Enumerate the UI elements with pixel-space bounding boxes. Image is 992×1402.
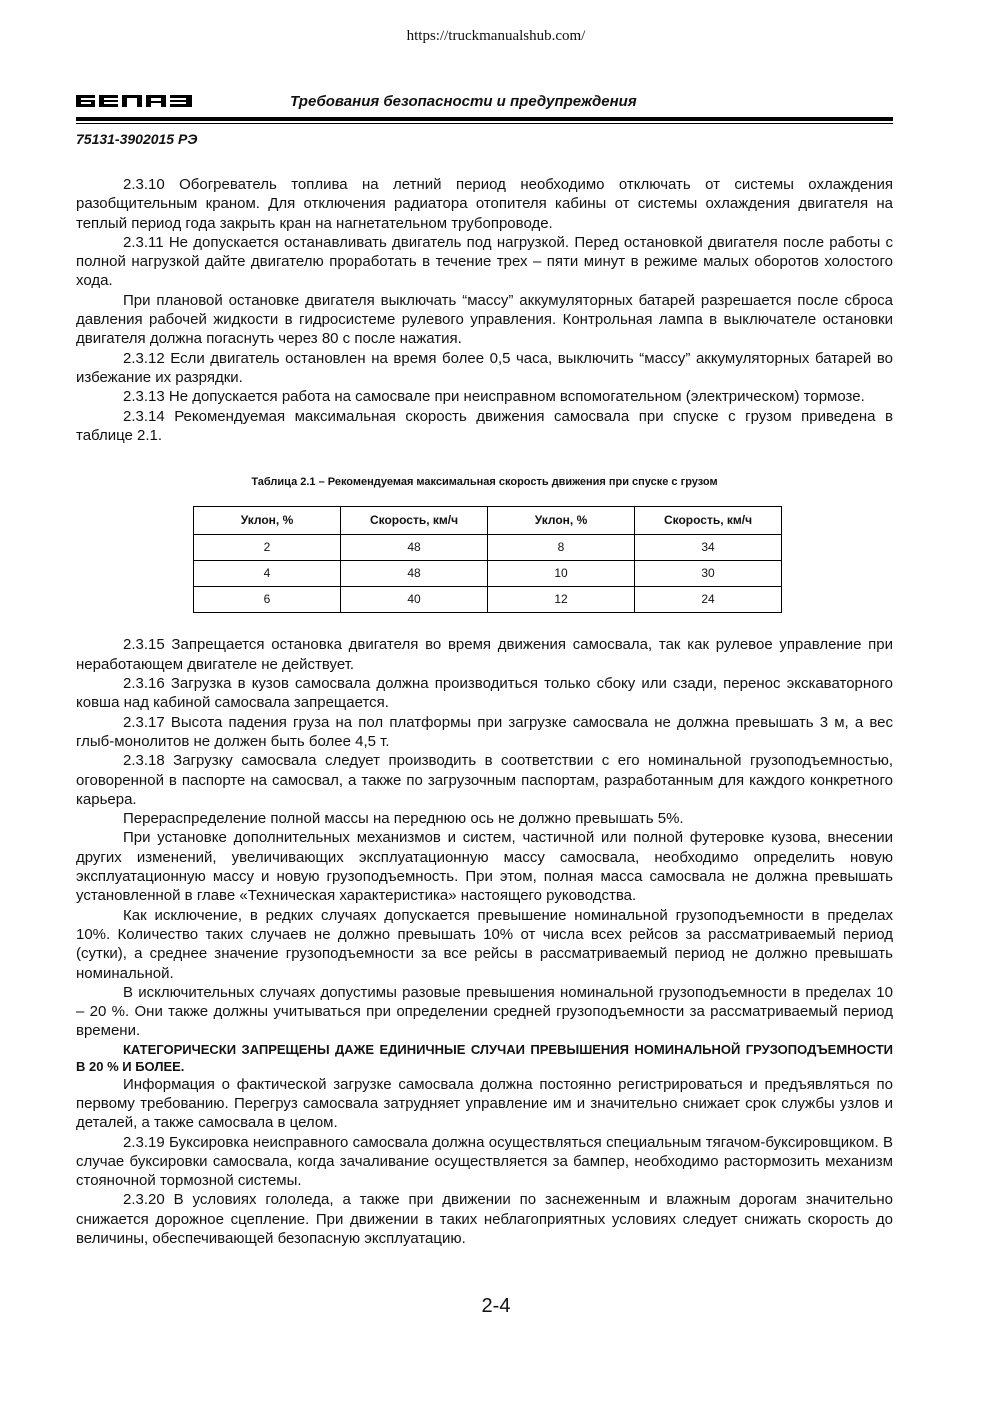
paragraph-engine-shutdown: При плановой остановке двигателя выключать “массу” аккумуляторных батарей разрешается после сброса давления рабочей жидкости в гидросистеме рулевого управления. Контрольная лампа в выключателе остановки двигателя должна погаснуть через 80 с после нажатия. xyxy=(76,291,893,348)
header-title: Требования безопасности и предупреждения xyxy=(290,93,637,110)
table-cell: 12 xyxy=(488,587,635,613)
paragraph-2-3-13: 2.3.13 Не допускается работа на самосвале при неисправном вспомогательном (электрическом) тормозе. xyxy=(123,388,865,406)
paragraph-load-info: Информация о фактической загрузке самосвала должна постоянно регистрироваться и предъявляться по первому требованию. Перегруз самосвала затрудняет управление им и значительно снижает срок службы узлов и деталей, а также самосвала в целом. xyxy=(76,1075,893,1132)
paragraph-2-3-19: 2.3.19 Буксировка неисправного самосвала должна осуществляться специальным тягачом-буксировщиком. В случае буксировки самосвала, когда зачаливание осуществляется за бампер, необходимо растормозить механизм стояночной тормозной системы. xyxy=(76,1133,893,1190)
paragraph-additional-mechanisms: При установке дополнительных механизмов и систем, частичной или полной футеровке кузова, внесении других изменений, увеличивающих эксплуатационную массу самосвала, необходимо определить новую эксплуатационную массу и новую грузоподъемность. При этом, полная масса самосвала не должна превышать установленной в главе «Техническая характеристика» настоящего руководства. xyxy=(76,829,893,905)
header-slope-2: Уклон, % xyxy=(488,507,635,535)
table-cell: 40 xyxy=(341,587,488,613)
table-cell: 48 xyxy=(341,535,488,561)
table-cell: 8 xyxy=(488,535,635,561)
header-rule-thin xyxy=(76,123,893,124)
header-rule-thick xyxy=(76,117,893,121)
paragraph-exception: Как исключение, в редких случаях допускается превышение номинальной грузоподъемности в пределах 10%. Количество таких случаев не должно превышать 10% от числа всех рейсов за рассматриваемый период (сутки), а среднее значение грузоподъемности за все рейсы в рассматриваемый период не должно превышать номинальной. xyxy=(76,906,893,982)
speed-table xyxy=(193,506,782,613)
paragraph-2-3-17: 2.3.17 Высота падения груза на пол платформы при загрузке самосвала не должна превышать 3 м, а вес глыб-монолитов не должен быть более 4,5 т. xyxy=(76,713,893,750)
document-body xyxy=(76,175,893,1248)
paragraph-2-3-11: 2.3.11 Не допускается останавливать двигатель под нагрузкой. Перед остановкой двигателя после работы с полной нагрузкой дайте двигателю проработать в течение трех – пяти минут в режиме малых оборотов холостого хода. xyxy=(76,233,893,290)
table-cell: 24 xyxy=(635,587,782,613)
paragraph-2-3-18: 2.3.18 Загрузку самосвала следует производить в соответствии с его номинальной грузоподъемностью, оговоренной в паспорте на самосвал, а также по загрузочным паспортам, разработанным для каждого конкретного карьера. xyxy=(76,752,893,808)
spacer xyxy=(76,613,893,635)
table-cell: 4 xyxy=(194,561,341,587)
source-url[interactable]: https://truckmanualshub.com/ xyxy=(406,28,586,44)
header-speed-2: Скорость, км/ч xyxy=(635,507,782,535)
paragraph-exceptional-cases: В исключительных случаях допустимы разовые превышения номинальной грузоподъемности в пределах 10 – 20 %. Они также должны учитываться при определении средней грузоподъемности за рассматриваемый период времени. xyxy=(76,983,893,1040)
header-slope-1: Уклон, % xyxy=(194,507,341,535)
paragraph-2-3-12: 2.3.12 Если двигатель остановлен на время более 0,5 часа, выключить “массу” аккумуляторных батарей во избежание их разрядки. xyxy=(76,349,893,386)
table-cell: 30 xyxy=(635,561,782,587)
table-cell: 2 xyxy=(194,535,341,561)
overload-warning: КАТЕГОРИЧЕСКИ ЗАПРЕЩЕНЫ ДАЖЕ ЕДИНИЧНЫЕ СЛУЧАИ ПРЕВЫШЕНИЯ НОМИНАЛЬНОЙ ГРУЗОПОДЪЕМНОСТИ В 20 % И БОЛЕЕ. xyxy=(76,1041,893,1074)
belaz-logo xyxy=(76,94,194,113)
document-number: 75131-3902015 РЭ xyxy=(76,131,198,147)
paragraph-2-3-15: 2.3.15 Запрещается остановка двигателя во время движения самосвала, так как рулевое управление при неработающем двигателе не действует. xyxy=(76,636,893,673)
belaz-logo-mark xyxy=(76,94,194,108)
table-cell: 48 xyxy=(341,561,488,587)
table-row xyxy=(194,561,782,587)
table-row xyxy=(194,587,782,613)
paragraph-2-3-20: 2.3.20 В условиях гололеда, а также при движении по заснеженным и влажным дорогам значительно снижается дорожное сцепление. При движении в таких неблагоприятных условиях следует снижать скорость до величины, обеспечивающей безопасную эксплуатацию. xyxy=(76,1191,893,1248)
table-cell: 34 xyxy=(635,535,782,561)
table-row xyxy=(194,535,782,561)
paragraph-mass-redistribution: Перераспределение полной массы на переднюю ось не должно превышать 5%. xyxy=(123,810,684,828)
table-header-row xyxy=(194,507,782,535)
header-speed-1: Скорость, км/ч xyxy=(341,507,488,535)
paragraph-2-3-10: 2.3.10 Обогреватель топлива на летний период необходимо отключать от системы охлаждения разобщительным краном. Для отключения радиатора отопителя кабины от системы охлаждения двигателя на теплый период года закрыть кран на нагнетательном трубопроводе. xyxy=(76,176,893,232)
table-caption: Таблица 2.1 – Рекомендуемая максимальная скорость движения при спуске с грузом xyxy=(251,476,718,489)
table-cell: 6 xyxy=(194,587,341,613)
paragraph-2-3-14: 2.3.14 Рекомендуемая максимальная скорость движения самосвала при спуске с грузом приведена в таблице 2.1. xyxy=(76,407,893,444)
paragraph-2-3-16: 2.3.16 Загрузка в кузов самосвала должна производиться только сбоку или сзади, перенос экскаваторного ковша над кабиной самосвала запрещается. xyxy=(76,675,893,712)
table-cell: 10 xyxy=(488,561,635,587)
page-number: 2-4 xyxy=(481,1295,511,1317)
